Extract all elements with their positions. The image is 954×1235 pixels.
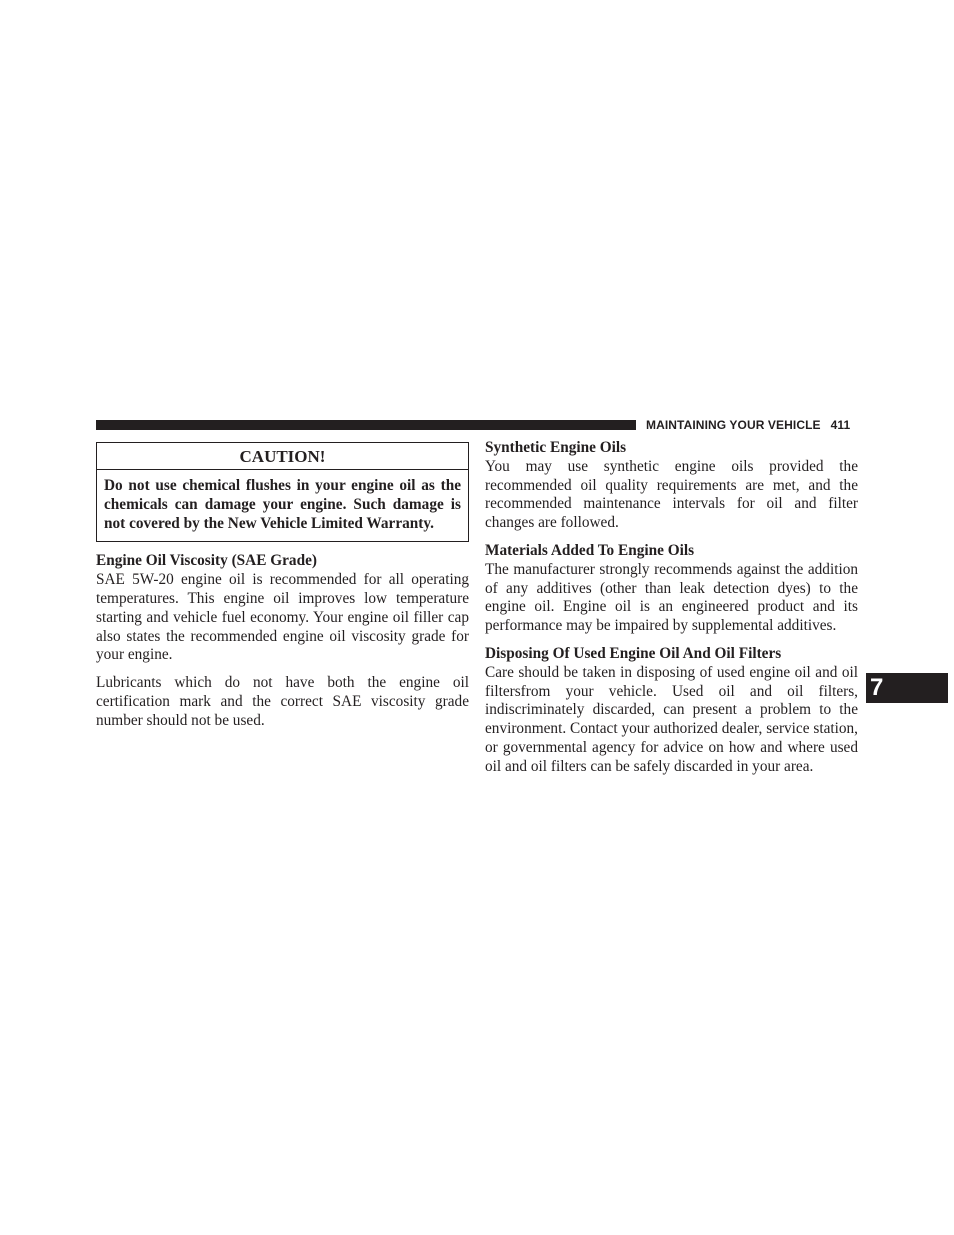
synthetic-paragraph: You may use synthetic engine oils provided the recommended oil quality requirements are met, and the recommended maintenance intervals for oil and filter changes are followed. (485, 457, 858, 532)
viscosity-paragraph-2: Lubricants which do not have both the engine oil certification mark and the correct SAE viscosity grade number should not be used. (96, 674, 469, 729)
caution-body: Do not use chemical flushes in your engine oil as the chemicals can damage your engine. Such damage is not covered by the New Vehicle Limited Warranty. (104, 477, 461, 532)
page-number: 411 (830, 418, 851, 432)
additives-section (485, 542, 858, 636)
header-rule (96, 420, 636, 430)
viscosity-heading: Engine Oil Viscosity (SAE Grade) (96, 552, 317, 570)
right-column (485, 439, 858, 786)
synthetic-section (485, 439, 858, 533)
disposing-section (485, 645, 858, 777)
chapter-number: 7 (870, 674, 884, 701)
caution-title: CAUTION! (97, 443, 468, 470)
viscosity-section (96, 552, 469, 730)
additives-paragraph: The manufacturer strongly recommends against the addition of any additives (other than leak detection dyes) to the engine oil. Engine oil is an engineered product and its performance may be impaired by supplemental additives. (485, 560, 858, 635)
synthetic-heading: Synthetic Engine Oils (485, 439, 627, 456)
caution-box (96, 442, 469, 542)
section-title: MAINTAINING YOUR VEHICLE (646, 418, 821, 432)
running-header (646, 417, 850, 433)
left-column (96, 442, 469, 731)
disposing-paragraph: Care should be taken in disposing of used engine oil and oil filtersfrom your vehicle. Used oil and oil filters, indiscriminately discarded, can present a problem to the environment. Contact your authorized dealer, service station, or governmental agency for advice on how and where used oil and oil filters can be safely discarded in your area. (485, 663, 858, 775)
chapter-tab (866, 673, 948, 703)
additives-heading: Materials Added To Engine Oils (485, 541, 695, 559)
viscosity-paragraph-1: SAE 5W-20 engine oil is recommended for all operating temperatures. This engine oil improves low temperature starting and vehicle fuel economy. Your engine oil filler cap also states the recommended engine oil viscosity grade for your engine. (96, 571, 469, 664)
disposing-heading: Disposing Of Used Engine Oil And Oil Filters (485, 644, 782, 662)
